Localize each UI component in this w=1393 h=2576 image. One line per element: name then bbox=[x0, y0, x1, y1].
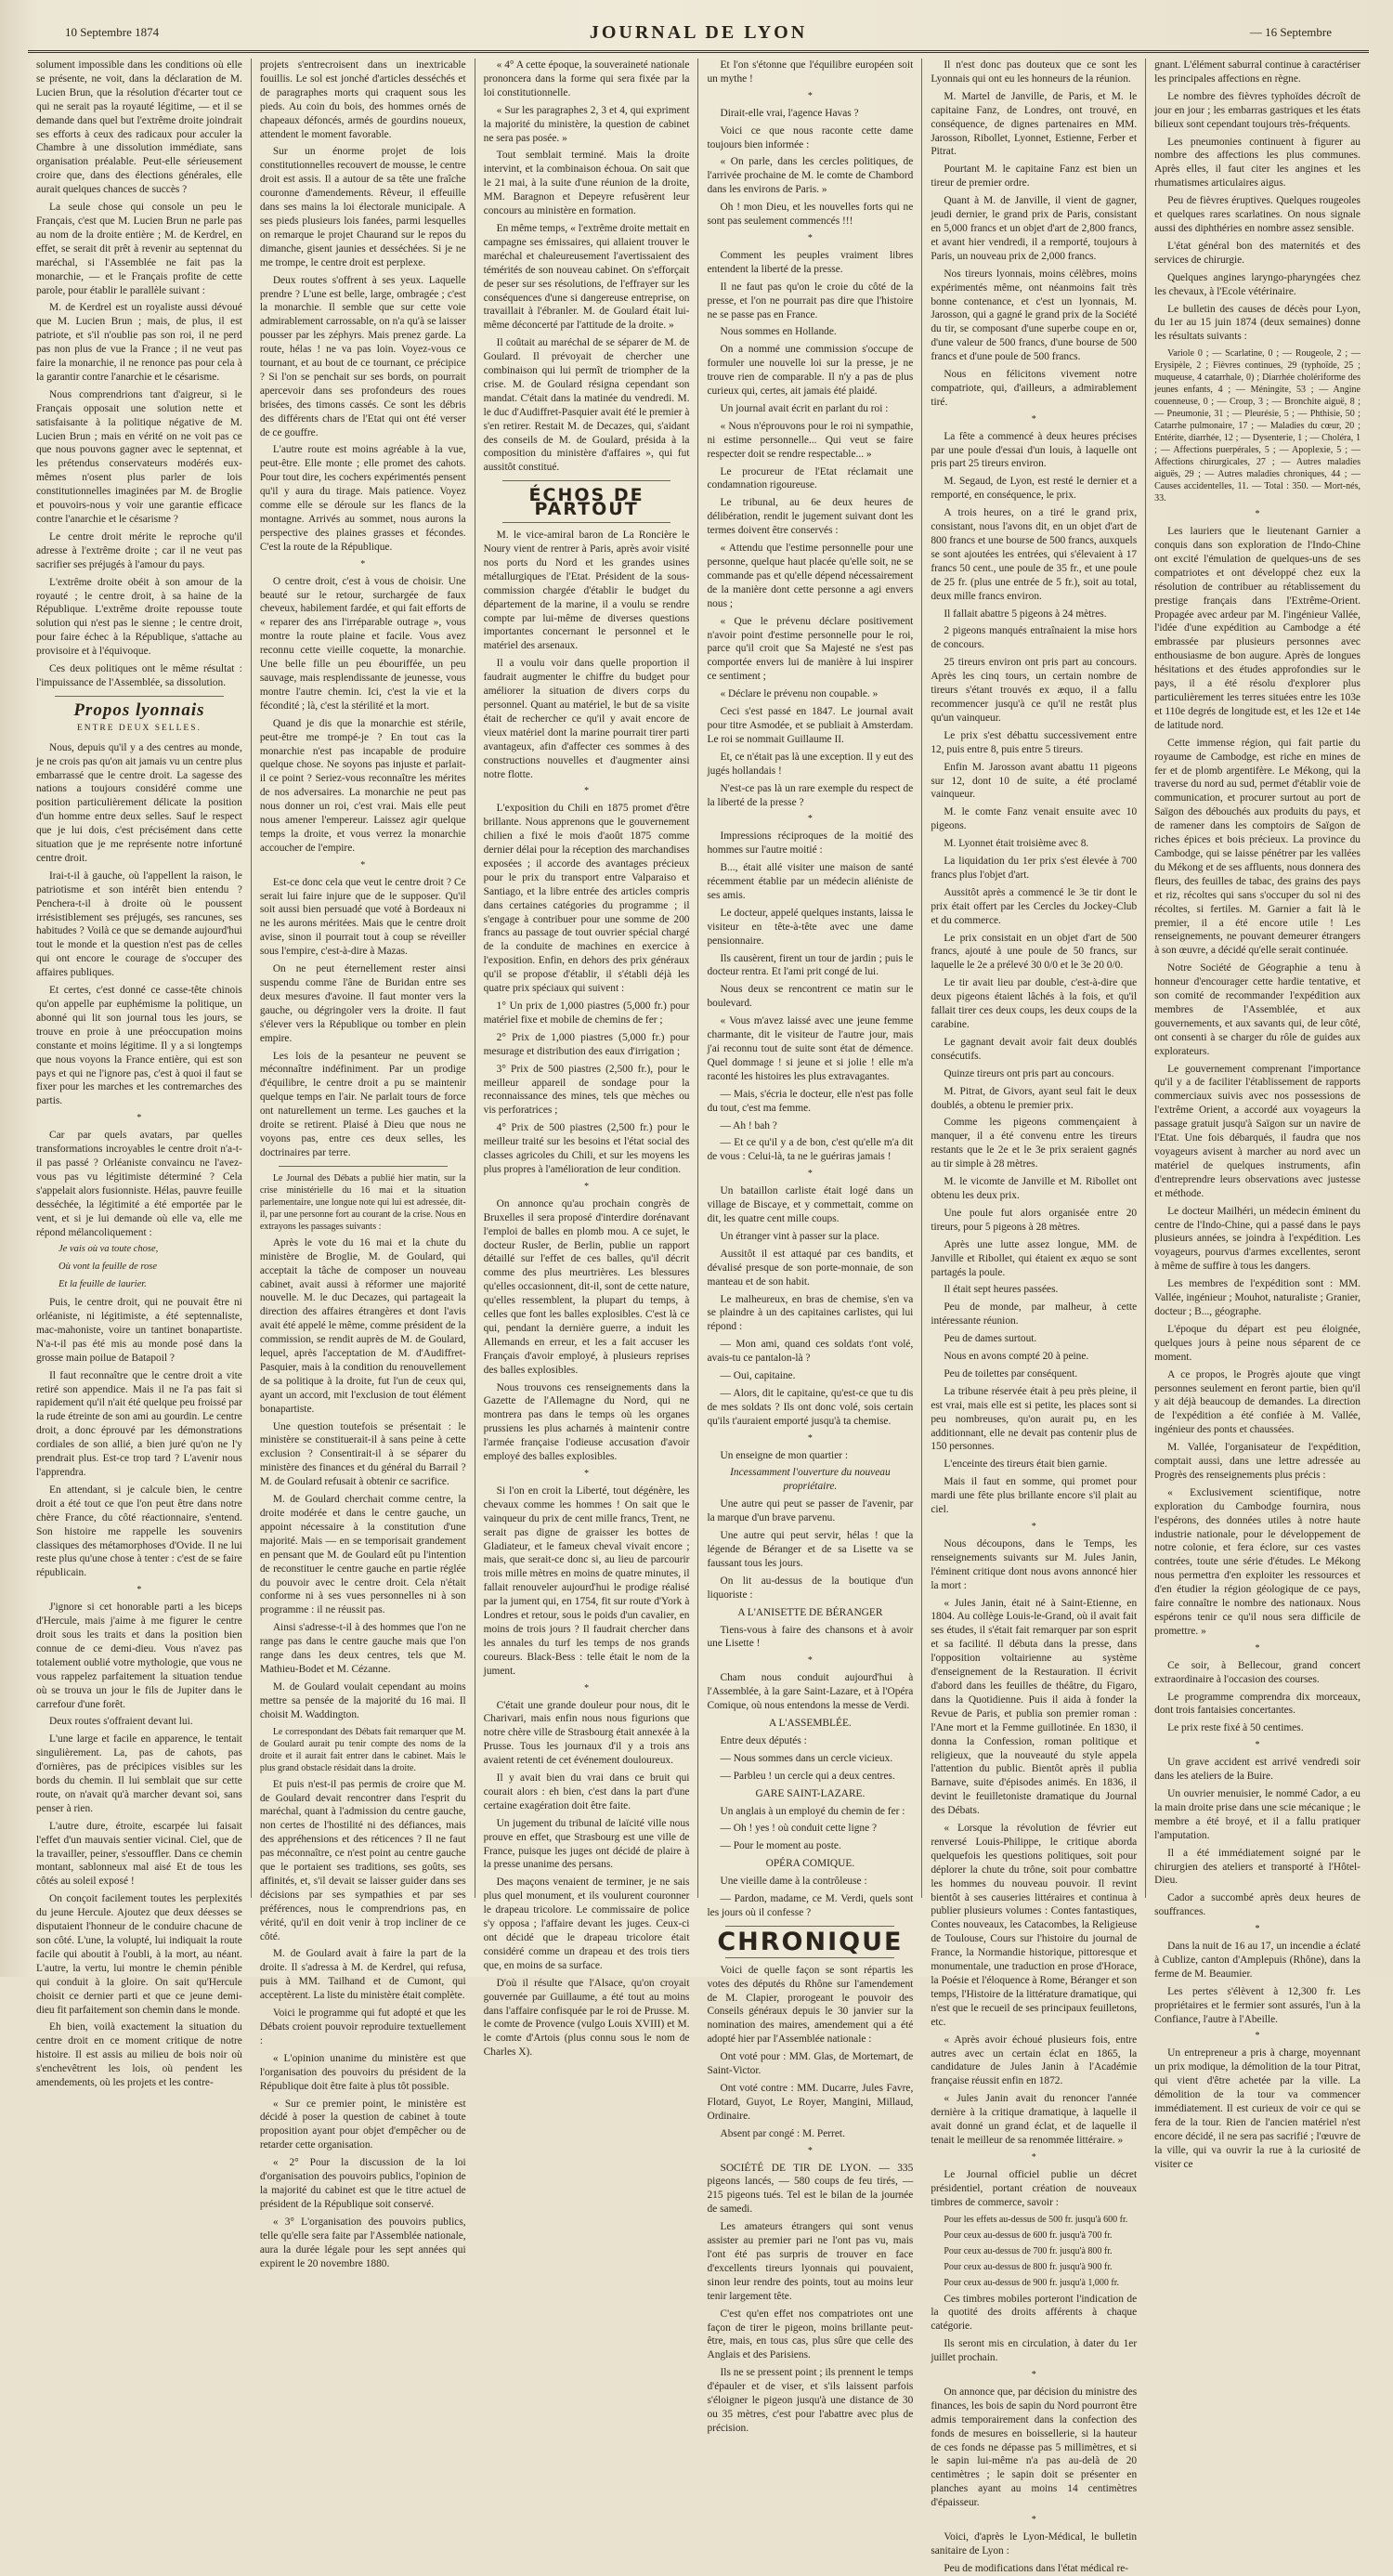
divider bbox=[55, 696, 224, 697]
paragraph: Puis, le centre droit, qui ne pouvait être ni orléaniste, ni légitimiste, a été septennaliste, mac-mahoniste, voire un tantinet bonapartiste. N'a-t-il pas été mis au monde posé dans la grosse main poilue de Batapoil ? bbox=[36, 1297, 242, 1364]
paragraph: C'était une grande douleur pour nous, dit le Charivari, mais enfin nous nous figurions que notre chère ville de Strasbourg était annexée à la Prusse. Tous les journaux d'il y a trois ans avaient retenti de cet événement douloureux. bbox=[483, 1699, 690, 1767]
paragraph: Aussitôt il est attaqué par ces bandits, et dévalisé presque de son porte-monnaie, de son manteau et de son habit. bbox=[707, 1248, 914, 1288]
paragraph: projets s'entrecroisent dans un inextricable fouillis. Le sol est jonché d'articles desséchés et de paragraphes morts qui craquent sous les pieds. Au coin du bois, des hommes ornés de chapeaux défoncés, armés de gourdins noueux, attendent le moment favorable. bbox=[259, 59, 466, 140]
separator-star: * bbox=[1255, 2031, 1260, 2042]
paragraph: En même temps, « l'extrême droite mettait en campagne ses émissaires, qui allaient trouver le maréchal et chaleureusement l'avertissaient des témérités de son nouveau cabinet. On s'efforçait de peser sur ses résolutions, de l'effrayer sur les conséquences d'une si dangereuse entreprise, on travaillait à l'ébranler. M. de Goulard était lui-même déconcerté par l'attitude de la droite. » bbox=[483, 222, 690, 332]
separator-star: * bbox=[1031, 413, 1036, 425]
paragraph: 4° Prix de 500 piastres (2,500 fr.) pour le meilleur traité sur les besoins et l'état social des classes agricoles du Chili, et sur les moyens les plus propres à l'amélioration de leur condition. bbox=[483, 1122, 690, 1175]
paragraph: Le docteur, appelé quelques instants, laissa le visiteur en tête-à-tête avec une dame pensionnaire. bbox=[707, 907, 914, 947]
paragraph: Le Journal officiel publie un décret présidentiel, portant création de nouveaux timbres de commerce, savoir : bbox=[931, 2168, 1138, 2208]
paragraph: Le docteur Mailhéri, un médecin éminent du centre de l'Indo-Chine, qui a passé dans le pays plusieurs années, se joindra à l'expédition. Les voyageurs, pourvus d'armes excellentes, seront à même de suffire à tous les dangers. bbox=[1154, 1205, 1360, 1273]
paragraph: « Lorsque la révolution de février eut renversé Louis-Philippe, le critique aborda quelquefois les questions politiques, soit pour déplorer la chute du trône, soit pour combattre les hommes du nouveau pouvoir. Il revint bientôt à ses causeries littéraires et continua à publier plusieurs volumes : Contes fantastiques, Contes nouveaux, les Catacombes, la Religieuse de Toulouse, Cours sur l'histoire du journal de France, la Normandie historique, pittoresque et monumentale, une traduction en prose d'Horace, la Poésie et l'éloquence à Rome, Béranger et son temps, l'Histoire de la littérature dramatique, qui n'est que le recueil de ses principaux feuilletons, etc. bbox=[931, 1823, 1138, 2028]
paragraph: Ces timbres mobiles porteront l'indication de la quotité des droits afférents à chaque catégorie. bbox=[931, 2293, 1138, 2333]
separator-star: * bbox=[807, 232, 813, 243]
paragraph: Les lauriers que le lieutenant Garnier a conquis dans son exploration de l'Indo-Chine ont excité l'émulation de quelques-uns de ses compatriotes et ont développé chez eux la résolution de contribuer au rétablissement du prestige français dans l'Extrême-Orient. Propagée avec ardeur par M. l'ingénieur Vallée, l'idée d'une expédition au Cambodge a été embrassée par plusieurs personnes avec enthousiasme de bon augure. Après de longues hésitations et des études approfondies sur le pays, il a été résolu d'explorer plus particulièrement les terres situées entre les 103e et 110e degrés de longitude est, et les 12e et 14e de latitude nord. bbox=[1154, 526, 1360, 731]
paragraph: Quelques angines laryngo-pharyngées chez les chevaux, à l'Ecole vétérinaire. bbox=[1154, 271, 1360, 297]
mortality-table: Variole 0 ; — Scarlatine, 0 ; — Rougeole, 2 ; — Erysipèle, 2 ; Fièvres continues, 29 (typhoïde, 25 ; muqueuse, 4 catarrhale, 0) ; Diarrhée cholériforme des jeunes enfants, 4 ; — Méningite, 53 ; — Angine couenneuse, 0 ; — Croup, 3 ; — Bronchite aiguë, 8 ; — Pneumonie, 31 ; — Pleurésie, 5 ; — Phthisie, 50 ; Catarrhe pulmonaire, 17 ; — Maladies du cœur, 20 ; Entérite, diarrhée, 12 ; — Dysenterie, 1 ; — Choléra, 1 ; — Affections puerpérales, 5 ; — Apoplexie, 5 ; — Affections chirurgicales, 27 ; — Autres maladies aiguës, 29 ; — Autres maladies chroniques, 44 ; — Causes accidentelles, 11. — Total : 350. — Mort-nés, 33. bbox=[1154, 348, 1360, 504]
paragraph: Quinze tireurs ont pris part au concours. bbox=[944, 1067, 1114, 1079]
divider bbox=[725, 1957, 894, 1958]
paragraph: Il a voulu voir dans quelle proportion il faudrait augmenter le chiffre du budget pour améliorer la situation de divers corps du personnel. Quant au matériel, le but de sa visite était de rechercher ce qu'il y avait encore de vieux matériel dont la marine pourrait tirer parti avantageux, afin d'affecter ces sommes à des constructions nouvelles et d'augmenter ainsi notre flotte. bbox=[483, 658, 690, 780]
paragraph: Un étranger vint à passer sur la place. bbox=[720, 1230, 879, 1242]
paragraph: On ne peut éternellement rester ainsi suspendu comme l'âne de Buridan entre ses deux mesures d'avoine. Il faut monter vers la gauche, ou dégringoler vers la droite. Il faut s'élever vers la République ou tomber en plein empire. bbox=[259, 963, 466, 1044]
paragraph: M. de Kerdrel est un royaliste aussi dévoué que M. Lucien Brun ; mais, de plus, il est patriote, et s'il n'oublie pas son roi, il ne perd pas non plus de vue la France ; il ne veut pas faire la monarchie, il ne renonce pas pour cela à la garantir contre l'anarchie et le césarisme. bbox=[36, 302, 242, 383]
separator-star: * bbox=[807, 90, 813, 101]
separator-star: * bbox=[1255, 1924, 1260, 1935]
paragraph: Est-ce donc cela que veut le centre droit ? Ce serait lui faire injure que de le supposer. Qu'il soit aussi bien persuadé que voté à Bordeaux ni ne les aurons méritées. Mais que le centre droit avise, sinon il pourrait tout à coup se réveiller sous l'empire, c'est-à-dire à Mazas. bbox=[259, 876, 466, 958]
paragraph: — Pour le moment au poste. bbox=[720, 1840, 841, 1852]
paragraph: L'époque du départ est peu éloignée, quelques jours à peine nous séparent de ce moment. bbox=[1154, 1323, 1360, 1363]
paragraph: — Mon ami, quand ces soldats t'ont volé, avais-tu ce pantalon-là ? bbox=[707, 1339, 914, 1365]
divider bbox=[279, 1166, 448, 1167]
paragraph: Dirait-elle vrai, l'agence Havas ? bbox=[720, 107, 859, 119]
newspaper-title: JOURNAL DE LYON bbox=[589, 21, 808, 43]
paragraph: Pourtant M. le capitaine Fanz est bien un tireur de premier ordre. bbox=[931, 163, 1138, 190]
paragraph: Tout semblait terminé. Mais la droite intervint, et la combinaison échoua. On sait que le 21 mai, à la suite d'une réunion de la droite, MM. Baragnon et Depeyre refusèrent leur concours au ministère en formation. bbox=[483, 150, 690, 217]
separator-star: * bbox=[584, 786, 590, 797]
paragraph: Voici de quelle façon se sont répartis les votes des députés du Rhône sur l'amendement de M. Clapier, prorogeant le pouvoir des Conseils généraux depuis le 30 janvier sur la nomination des maires, amendement qui a été adopté hier par l'Assemblée nationale : bbox=[707, 1964, 914, 2046]
paragraph: M. Segaud, de Lyon, est resté le dernier et a remporté, en conséquence, le prix. bbox=[931, 476, 1138, 502]
paragraph: Mais il faut en somme, qui promet pour mardi une fête plus brillante encore s'il plait au ciel. bbox=[931, 1476, 1138, 1516]
paragraph: M. Pitrat, de Givors, ayant seul fait le deux doublés, a obtenu le premier prix. bbox=[931, 1085, 1138, 1111]
paragraph: Cador a succombé après deux heures de souffrances. bbox=[1154, 1892, 1360, 1918]
paragraph: Peu de fièvres éruptives. Quelques rougeoles et quelques rares scarlatines. On nous signale aussi des diphthéries en nombre assez sensible. bbox=[1154, 195, 1360, 234]
paragraph: Un enseigne de mon quartier : bbox=[720, 1449, 849, 1461]
paragraph: Ce soir, à Bellecour, grand concert extraordinaire à l'occasion des courses. bbox=[1154, 1659, 1360, 1685]
paragraph: M. le vice-amiral baron de La Roncière le Noury vient de rentrer à Paris, après avoir visité nos ports du Nord et les grandes usines métallurgiques de l'Etat. Président de la sous-commission chargée d'établir le budget du département de la marine, il a voulu se rendre compte par lui-même de diverses questions importantes concernant le personnel et le matériel des arsenaux. bbox=[483, 530, 690, 652]
paragraph: Comment les peuples vraiment libres entendent la liberté de la presse. bbox=[707, 249, 914, 275]
paragraph: M. de Goulard cherchait comme centre, la droite modérée et dans le centre gauche, un appoint nécessaire à la constitution d'une majorité. Mais — en se temporisait grandement en pensant que M. de Goulard eût pu l'intention de reconstituer le centre gauche en partie réglée du pouvoir avec le centre droit. Cela n'était conforme ni à ses vues personnelles ni à son programme : il ne réussit pas. bbox=[259, 1494, 466, 1616]
paragraph: Ont voté contre : MM. Ducarre, Jules Favre, Flotard, Guyot, Le Royer, Mangini, Millaud, Ordinaire. bbox=[707, 2083, 914, 2122]
paragraph: Un jugement du tribunal de laïcité ville nous prouve en effet, que Strasbourg est une ville de France, puisque les juges ont décidé de plaire à la presse unanime des persans. bbox=[483, 1817, 690, 1871]
paragraph: Ceci s'est passé en 1847. Le journal avait pour titre Asmodée, et se publiait à Amsterdam. Le roi se nommait Guillaume II. bbox=[707, 706, 914, 745]
paragraph: Un grave accident est arrivé vendredi soir dans les ateliers de la Buire. bbox=[1154, 1757, 1360, 1783]
paragraph: O centre droit, c'est à vous de choisir. Une beauté sur le retour, surchargée de faux cheveux, habilement fardée, et qui fait efforts de « reparer des ans l'irréparable outrage », vous montre la route plaine et facile. Vous avez reconnu cette vieille coquette, la monarchie. Une belle fille un peu ébouriffée, un peu sauvage, mais resplendissante de jeunesse, vous montre l'autre chemin. Ici, c'est la vie et la fécondité ; là, c'est la stérilité et la mort. bbox=[259, 575, 466, 712]
paragraph: La fête a commencé à deux heures précises par une poule d'essai d'un louis, à laquelle ont pris part 25 tireurs environ. bbox=[931, 430, 1138, 470]
column-6 bbox=[1146, 59, 1369, 2170]
separator-star: * bbox=[807, 1432, 813, 1444]
paragraph: Le gouvernement comprenant l'importance qu'il y a de faciliter l'établissement de rapports commerciaux suivis avec nos possessions de l'extrême Orient, a accordé aux voyageurs la passage gratuit jusqu'à Saïgon sur un navire de l'Etat. Une fois débarqués, il faudra que nos voyageurs avisent à marcher au nord avec un matériel de quelques instruments, afin d'entreprendre leurs observations avec justesse et méthode. bbox=[1154, 1063, 1360, 1199]
separator-star: * bbox=[807, 1655, 813, 1667]
subheading: GARE SAINT-LAZARE. bbox=[755, 1787, 866, 1799]
paragraph: — Pardon, madame, ce M. Verdi, quels sont les jours où il confesse ? bbox=[707, 1893, 914, 1918]
paragraph: Les amateurs étrangers qui sont venus assister au premier pari ne l'ont pas vu, mais l'ont été pas surpris de trouver en face d'excellents tireurs lyonnais qui pouvaient, sinon leur rendre des points, tout au moins leur tenir largement tête. bbox=[707, 2221, 914, 2302]
paragraph: Une autre qui peut se passer de l'avenir, par la marque d'un brave parvenu. bbox=[707, 1498, 914, 1524]
paragraph: N'est-ce pas là un rare exemple du respect de la liberté de la presse ? bbox=[707, 782, 914, 808]
separator-star: * bbox=[1255, 1642, 1260, 1654]
divider bbox=[502, 480, 671, 481]
paragraph: — Et ce qu'il y a de bon, c'est qu'elle m'a dit de vous : Celui-là, ta ne le guériras jamais ! bbox=[707, 1137, 914, 1163]
paragraph: Quand je dis que la monarchie est stérile, peut-être me trompé-je ? En tout cas la monarchie n'est pas incapable de produire quelque chose. Ne soyons pas injuste et parlait-il ce point ? Seriez-vous reconnaître les mérites de nos adversaires. La monarchie ne peut pas nous donner un roi, c'est vrai. Mais elle peut nous amener l'empereur. Laissez agir quelque temps la droite, et vous verrez la monarchie accoucher de l'empire. bbox=[259, 717, 466, 854]
paragraph: Nous comprendrions tant d'aigreur, si le Français opposait une solution nette et satisfaisante à la politique négative de M. Lucien Brun ; mais en vérité on ne voit pas ce que nous pouvons gagner avec le septennat, et les prétendus conservateurs modérés eux-mêmes n'osent plus parler de lois constitutionnelles imaginées par M. de Broglie et pouvoirs-nous y voir une garantie efficace contre l'anarchie et le césarisme ? bbox=[36, 388, 242, 525]
paragraph: Oh ! mon Dieu, et les nouvelles forts qui ne sont pas seulement commencés !!! bbox=[707, 202, 914, 228]
stamp-rate-line: Pour ceux au-dessus de 800 fr. jusqu'à 900 fr. bbox=[944, 2261, 1113, 2272]
paragraph: Le gagnant devait avoir fait deux doublés consécutifs. bbox=[931, 1036, 1138, 1062]
paragraph: M. le vicomte de Janville et M. Ribollet ont obtenu les deux prix. bbox=[931, 1176, 1138, 1201]
shop-sign: Incessamment l'ouverture du nouveau propriétaire. bbox=[730, 1467, 891, 1493]
paragraph: Ainsi s'adresse-t-il à des hommes que l'on ne range pas dans le centre gauche mais que l'on range dans les deux centres, tels que M. Mathieu-Bodet et M. Cézanne. bbox=[259, 1622, 466, 1675]
paragraph: Quant à M. de Janville, il vient de gagner, jeudi dernier, le grand prix de Paris, consistant en 5,000 francs et un objet d'art de 2,800 francs, et avant hier vendredi, il a remporté, toujours à Paris, un nouveau prix de 2,000 francs. bbox=[931, 195, 1138, 262]
paragraph: C'est qu'en effet nos compatriotes ont une façon de tirer le pigeon, moins brillante peut-être, mais, en tous cas, plus sûre que celle des Anglais et des Parisiens. bbox=[707, 2308, 914, 2361]
paragraph: Il a été immédiatement soigné par le chirurgien des ateliers et transporté à l'Hôtel-Dieu. bbox=[1154, 1847, 1360, 1887]
paragraph: B..., était allé visiter une maison de santé récemment établie par un médecin aliéniste de ses amis. bbox=[707, 862, 914, 901]
section-title-chronique: CHRONIQUE bbox=[717, 1927, 904, 1956]
paragraph: gnant. L'élément saburral continue à caractériser les principales affections en règne. bbox=[1154, 59, 1360, 85]
paragraph: L'autre route est moins agréable à la vue, peut-être. Elle monte ; elle promet des cahots. Pour tout dire, les cochers expérimentés pensent qu'il y aura du tirage. Mais patience. Voyez comme elle se déroule sur les flancs de la montagne. Arrivés au sommet, nous aurons la perspective des plaines grasses et fécondes. C'est la route de la République. bbox=[259, 444, 466, 553]
paragraph: « Sur les paragraphes 2, 3 et 4, qui expriment la majorité du ministère, la question de cabinet ne sera pas posée. » bbox=[483, 104, 690, 144]
paragraph: — Oui, capitaine. bbox=[720, 1370, 796, 1382]
column-2 bbox=[252, 59, 475, 2269]
paragraph: D'où il résulte que l'Alsace, qu'on croyait gouvernée par Guillaume, a été tout au moins dans l'affaire confisquée par le roi de Prusse. M. le comte de Provence (vulgo Louis XVIII) et M. le comte d'Artois (plus connu sous le nom de Charles X). bbox=[483, 1977, 690, 2059]
paragraph: M. le comte Fanz venait ensuite avec 10 pigeons. bbox=[931, 806, 1138, 832]
paragraph: Le tribunal, au 6e deux heures de délibération, rendit le jugement suivant dont les termes doivent être conservés : bbox=[707, 497, 914, 537]
separator-star: * bbox=[584, 1682, 590, 1693]
paragraph: — Oh ! yes ! où conduit cette ligne ? bbox=[720, 1823, 878, 1835]
paragraph: En attendant, si je calcule bien, le centre droit a été tout ce que l'on peut être dans notre chère France, du côté réactionnaire, s'entend. Son histoire me rappelle les souvenirs classiques des métamorphoses d'Ovide. Il ne lui reste plus qu'une chose à tenter : c'est de se faire républicain. bbox=[36, 1484, 242, 1579]
paragraph: 1° Un prix de 1,000 piastres (5,000 fr.) pour matériel fixe et mobile de chemins de fer ; bbox=[483, 1000, 690, 1026]
separator-star: * bbox=[1031, 2151, 1036, 2163]
paragraph: Une autre qui peut servir, hélas ! que la légende de Béranger et de sa Lisette va se faussant tous les jours. bbox=[707, 1530, 914, 1569]
paragraph: Le procureur de l'Etat réclamait une condamnation rigoureuse. bbox=[707, 465, 914, 491]
separator-star: * bbox=[360, 558, 366, 569]
paragraph: — Alors, dit le capitaine, qu'est-ce que tu dis de mes soldats ? Ils ont donc volé, sois certain qu'ils t'auraient emporté jusqu'à ta chemise. bbox=[707, 1387, 914, 1427]
separator-star: * bbox=[360, 859, 366, 870]
paragraph: A ce propos, le Progrès ajoute que vingt personnes seulement en feront partie, bien qu'il y ait déjà beaucoup de demandes. La direction de l'expédition a été confiée à M. Vallée, ingénieur des ponts et chaussées. bbox=[1154, 1368, 1360, 1436]
paragraph: On lit au-dessus de la boutique d'un liquoriste : bbox=[707, 1575, 914, 1601]
paragraph: Le malheureux, en bras de chemise, s'en va se plaindre à un des capitaines carlistes, qui lui répond : bbox=[707, 1293, 914, 1333]
paragraph: Un ouvrier menuisier, le nommé Cador, a eu la main droite prise dans une scie mécanique ; le membre a été broyé, et il a fallu pratiquer l'amputation. bbox=[1154, 1787, 1360, 1841]
paragraph: M. Martel de Janville, de Paris, et M. le capitaine Fanz, de Londres, ont trouvé, en conséquence, de dignes partenaires en MM. Jarosson, Ribollet, Lyonnet, Estienne, Ferber et Pitrat. bbox=[931, 90, 1138, 158]
masthead bbox=[28, 17, 1369, 48]
paragraph: « Sur ce premier point, le ministère est décidé à poser la question de cabinet à toute proposition ayant pour objet d'empêcher ou de retarder cette organisation. bbox=[259, 2098, 466, 2151]
paragraph: « Nous n'éprouvons pour le roi ni sympathie, ni estime personnelle... Qui veut se faire respecter doit se rendre respectable... » bbox=[707, 420, 914, 460]
paragraph: Le prix consistait en un objet d'art de 500 francs, ajouté à une poule de 50 francs, sur laquelle le 2e a prélevé 30 0/0 et le 3e 20 0/0. bbox=[931, 932, 1138, 972]
paragraph: « Attendu que l'estime personnelle pour une personne, quelque haut placée qu'elle soit, ne se commande pas et qu'elle dépend nécessairement de la manière dont cette personne a agi envers nous ; bbox=[707, 543, 914, 609]
paragraph: J'ignore si cet honorable parti a les biceps d'Hercule, mais j'aime à me figurer le centre droit sous les traits et dans la position bien connue de ce demi-dieu. Vous n'avez pas totalement oublié votre mythologie, que vous ne vous rappelez parfaitement la situation tendue où se trouva un jour le fils de Jupiter dans le carrefour d'une forêt. bbox=[36, 1602, 242, 1710]
paragraph: Et l'on s'étonne que l'équilibre européen soit un mythe ! bbox=[707, 59, 914, 85]
masthead-date-right: — 16 Septembre bbox=[1249, 25, 1332, 39]
divider bbox=[725, 1926, 894, 1927]
paragraph: Une vieille dame à la contrôleuse : bbox=[720, 1876, 867, 1888]
paragraph: Les membres de l'expédition sont : MM. Vallée, ingénieur ; Mouhot, naturaliste ; Granier, docteur ; B..., géographe. bbox=[1154, 1278, 1360, 1317]
paragraph: « Vous m'avez laissé avec une jeune femme charmante, dit le visiteur de l'autre jour, mais j'ai reconnu tout de suite sont état de démence. Quel dommage ! si jeune et si jolie ! elle m'a raconté les histoires les plus extravagantes. bbox=[707, 1015, 914, 1082]
separator-star: * bbox=[137, 1585, 142, 1596]
separator-star: * bbox=[1031, 1522, 1036, 1532]
separator-star: * bbox=[807, 2145, 813, 2156]
paragraph: Nous en félicitons vivement notre compatriote, qui, d'ailleurs, a admirablement tiré. bbox=[931, 369, 1138, 408]
paragraph-note: Le correspondant des Débats fait remarquer que M. de Goulard aurait pu tenir compte des noms de la droite et il aurait fait entrer dans le cabinet. Mais le plus grand obstacle résidait dans la droite. bbox=[259, 1726, 466, 1773]
paragraph: Ont voté pour : MM. Glas, de Mortemart, de Saint-Victor. bbox=[707, 2051, 914, 2077]
paragraph: — Parbleu ! un cercle qui a deux centres. bbox=[720, 1770, 895, 1782]
paragraph: Sur un énorme projet de lois constitutionnelles recouvert de mousse, le centre droit est assis. Il a autour de sa tête une fraîche couronne d'amendements. Rêveur, il effeuille dans ses mains la loi électorale municipale. A ses pieds plusieurs lois fanées, parmi lesquelles on remarque le projet Chaurand sur le repos du dimanche, gisent jaunies et desséchées. Si je ne me trompe, le centre droit est perplexe. bbox=[259, 146, 466, 268]
paragraph: Aussitôt après a commencé le 3e tir dont le prix était offert par les Cercles du Jockey-Club et du commerce. bbox=[931, 886, 1138, 926]
paragraph: Il était sept heures passées. bbox=[944, 1284, 1059, 1296]
paragraph: Un entrepreneur a pris à charge, moyennant un prix modique, la démolition de la tour Pitrat, qui vient d'être achetée par la ville. La démolition de la tour va commencer immédiatement. Il est curieux de voir ce qui se fera de la tour. Rien de l'ancien matériel n'est encore décidé, il ne sera pas sacrifié ; l'œuvre de la ville, qui va ouvrir la rue à la curiosité de visiter ce bbox=[1154, 2047, 1360, 2170]
paragraph: Deux routes s'offrent à ses yeux. Laquelle prendre ? L'une est belle, large, ombragée ; c'est la monarchie. Il semble que sur cette voie admirablement carrossable, on n'a qu'à se laisser pousser par les zéphyrs. Mais prenez garde. La route, hélas ! ne va pas loin. Voyez-vous ce tournant, et au bout de ce tournant, ce précipice ? Si l'on se penchait sur ses bords, on pourrait apercevoir dans ses profondeurs des roues brisées, des timons cassés. Ce sont les débris des différents chars de l'Etat qui ont été verser de ce gouffre. bbox=[259, 274, 466, 438]
paragraph: Ils causèrent, firent un tour de jardin ; puis le docteur rentra. Et l'ami prit congé de lui. bbox=[707, 952, 914, 978]
paragraph: « 2° Pour la discussion de la loi d'organisation des pouvoirs publics, l'opinion de la majorité du cabinet est que le titre actuel de président de la République soit conservé. bbox=[259, 2157, 466, 2210]
separator-star: * bbox=[807, 1169, 813, 1180]
paragraph: « L'opinion unanime du ministère est que l'organisation des pouvoirs du président de la République doit être faite à plus tôt possible. bbox=[259, 2052, 466, 2092]
paragraph: M. de Goulard avait à faire la part de la droite. Il s'adressa à M. de Kerdrel, qui refusa, puis à MM. Tailhand et de Cumont, qui acceptèrent. La liste du ministère était complète. bbox=[259, 1948, 466, 2002]
paragraph: « 3° L'organisation des pouvoirs publics, telle qu'elle sera faite par l'Assemblée nationale, aura la durée légale pour les sept années qui expirent le 20 novembre 1880. bbox=[259, 2216, 466, 2269]
paragraph: Les pertes s'élèvent à 12,300 fr. Les propriétaires et le fermier sont assurés, l'un à la Confiance, l'autre à l'Abeille. bbox=[1154, 1985, 1360, 2025]
paragraph: 25 tireurs environ ont pris part au concours. Après les cinq tours, un certain nombre de tireurs s'étant trouvés ex æquo, il a fallu recommencer jusqu'à ce qu'il ne restât plus qu'un vainqueur. bbox=[931, 657, 1138, 724]
paragraph: « Que le prévenu déclare positivement n'avoir point d'estime personnelle pour le roi, parce qu'il croit que Sa Majesté ne s'est pas comportée envers lui de manière à lui inspirer ce sentiment ; bbox=[707, 615, 914, 683]
column-1 bbox=[28, 59, 252, 2089]
paragraph: L'extrême droite obéit à son amour de la royauté ; le centre droit, à sa haine de la République. L'extrême droite repousse toute solution qui n'est pas le sienne ; le centre droit, pour faire échec à la République, s'attache au provisoire et à l'équivoque. bbox=[36, 576, 242, 658]
paragraph: Eh bien, voilà exactement la situation du centre droit en ce moment critique de notre histoire. Il est assis au milieu de bois noir où s'enchevêtrent les lois, où pendent les amendements, où les projets et les contre- bbox=[36, 2021, 242, 2089]
paragraph: — Mais, s'écria le docteur, elle n'est pas folle du tout, c'est ma femme. bbox=[707, 1088, 914, 1114]
paragraph: Nous découpons, dans le Temps, les renseignements suivants sur M. Jules Janin, l'éminent critique dont nous avons annoncé hier la mort : bbox=[931, 1537, 1138, 1591]
paragraph: Il faut reconnaître que le centre droit a vite retiré son appendice. Mais il ne l'a pas fait si rapidement qu'il n'ait été quelque peu froissé par la rude étreinte de son ami au gourdin. Le centre droit, a donc éprouvé par les démonstrations cordiales de son allié, a bien juré qu'on ne l'y prendrait plus. Est-ce trop tard ? L'avenir nous l'apprendra. bbox=[36, 1369, 242, 1478]
paragraph: Le bulletin des causes de décès pour Lyon, du 1er au 15 juin 1874 (deux semaines) donne les résultats suivants : bbox=[1154, 303, 1360, 343]
paragraph: Voici ce que nous raconte cette dame toujours bien informée : bbox=[707, 124, 914, 150]
paragraph: Enfin M. Jarosson avant abattu 11 pigeons sur 12, dont 10 de suite, a été proclamé vainqueur. bbox=[931, 761, 1138, 801]
paragraph: Après une lutte assez longue, MM. de Janville et Ribollet, qui étaient ex æquo se sont partagés la poule. bbox=[931, 1238, 1138, 1278]
paragraph: solument impossible dans les conditions où elle se présente, ne voit, dans la déclaration de M. Lucien Brun, que la résolution d'écarter tout ce qui ne serait pas la royauté légitime, — et il se demande dans quel but l'extrême droite joindrait ses efforts à ceux des radicaux pour acculer la Chambre à une dissolution immédiate, sans organisation préalable. Peut-elle sérieusement croire que, dans des élections générales, elle aurait quelques chances de succès ? bbox=[36, 59, 242, 196]
subheading: OPÉRA COMIQUE. bbox=[765, 1858, 855, 1870]
paragraph: L'autre dure, étroite, escarpée lui faisait l'effet d'un mauvais sentier vicinal. Ciel, que de la travailler, peiner, s'essouffler. Dans ce chemin montant, sablonneux mal aisé Et de tous les côtés au soleil exposé ! bbox=[36, 1820, 242, 1888]
paragraph: — Ah ! bah ? bbox=[720, 1119, 777, 1131]
paragraph: Si l'on en croit la Liberté, tout dégénère, les chevaux comme les hommes ! On sait que le vainqueur du prix de cent mille francs, Trent, ne serait pas digne de graisser les bottes de Gladiateur, et le fameux cheval vivait encore ; mais, que serait-ce donc si, au lieu de parcourir trois mille mètres en moins de quatre minutes, il fallait renouveler aujourd'hui le prodige réalisé par la jument qui, en 1754, fit sur route d'York à Londres et retour, sous le poids d'un cavalier, en moins de trois jours ? Il faudrait chercher dans les annales du turf les temps de nos grands coureurs. Black-Bess : telle était le nom de la jument. bbox=[483, 1484, 690, 1677]
paragraph: Nous sommes en Hollande. bbox=[720, 326, 837, 338]
section-title-echos-de-partout: ÉCHOS DE PARTOUT bbox=[528, 485, 644, 520]
paragraph: M. de Goulard voulait cependant au moins mettre sa pensée de la majorité du 16 mai. Il choisit M. Waddington. bbox=[259, 1680, 466, 1720]
paragraph: Nos tireurs lyonnais, moins célèbres, moins expérimentés même, ont néanmoins fait très bonne contenance, et c'est un lyonnais, M. Jarosson, qui a gagné le grand prix de la Société du tir, se composant d'une superbe coupe en or, d'une valeur de 500 francs, d'une bourse de 500 francs et d'une poule de 500 francs. bbox=[931, 268, 1138, 363]
paragraph: Il y avait bien du vrai dans ce bruit qui courait alors : eh bien, c'est dans la part d'une certaine exagération doit être faite. bbox=[483, 1772, 690, 1811]
paragraph: « Après avoir échoué plusieurs fois, entre autres avec un certain éclat en 1865, la candidature de Jules Janin à l'Académie française réussit enfin en 1872. bbox=[931, 2033, 1138, 2087]
paragraph: Une question toutefois se présentait : le ministère se constituerait-il à sans peine à cette exclusion ? Consentirait-il à se séparer du ministère des finances et du général du Barrail ? M. de Goulard refusait à obtenir ce sacrifice. bbox=[259, 1420, 466, 1488]
paragraph: « Déclare le prévenu non coupable. » bbox=[720, 688, 879, 700]
masthead-rule bbox=[28, 50, 1369, 53]
paragraph: Il n'est donc pas douteux que ce sont les Lyonnais qui ont eu les honneurs de la réunion. bbox=[931, 59, 1138, 85]
paragraph: Et puis n'est-il pas permis de croire que M. de Goulard devait rencontrer dans l'esprit du maréchal, quant à l'admission du centre gauche, non certes de l'hostilité ni des défiances, mais des appréhensions et des réticences ? Il ne faut pas méconnaître, ce n'est point au centre gauche que le portaient ses traditions, ses goûts, ses affinités, et, s'il devait se laisser guider dans ses décisions par ses sympathies et par ses préférences, nous le comprendrions pas, en vérité, qu'il en doit venir à trop incliner de ce côté. bbox=[259, 1778, 466, 1942]
paragraph: Nous, depuis qu'il y a des centres au monde, je ne crois pas qu'on ait jamais vu un centre plus embarrassé que le centre droit. La sagesse des nations a toujours considéré comme une position particulièrement délicate la position d'un homme entre deux selles. Sauf le respect que je lui dois, c'est précisément dans cette situation que je me représente notre infortuné centre droit. bbox=[36, 741, 242, 864]
paragraph: Peu de dames surtout. bbox=[944, 1333, 1037, 1345]
paragraph: Les pneumonies continuent à figurer au nombre des affections les plus communes. Après elles, il faut citer les angines et les rhumatismes articulaires aigus. bbox=[1154, 136, 1360, 190]
paragraph: On a nommé une commission s'occupe de formuler une nouvelle loi sur la presse, je ne trouve rien de comparable. Il n'y a pas de plus curieux qui, certes, ait jamais été plaidé. bbox=[707, 344, 914, 398]
paragraph: Impressions réciproques de la moitié des hommes sur l'autre moitié : bbox=[707, 830, 914, 856]
divider bbox=[502, 522, 671, 523]
paragraph: Ils ne se pressent point ; ils prennent le temps d'épauler et de viser, et s'ils laissent parfois s'éloigner le pigeon jusqu'à une distance de 30 ou 35 mètres, c'est pour l'abattre avec plus de précision. bbox=[707, 2367, 914, 2434]
paragraph: 2° Prix de 1,000 piastres (5,000 fr.) pour mesurage et distribution des eaux d'irrigation ; bbox=[483, 1031, 690, 1057]
paragraph: L'une large et facile en apparence, le tentait singulièrement. La, pas de cahots, pas d'ornières, pas de précipices visibles sur les bords du chemin. Il lui semblait que sur cette route, on n'avait qu'à marcher devant soi, sans penser à rien. bbox=[36, 1733, 242, 1814]
paragraph: « Jules Janin, était né à Saint-Etienne, en 1804. Au collège Louis-le-Grand, où il avait fait ses études, il s'était fait remarquer par son esprit et sa facilité. Il débuta dans la presse, dans l'opposition voltairienne au système d'enseignement de la Restauration. Il écrivit d'abord dans les feuilles de théâtre, du Figaro, dans la Quotidienne. Puis il aida à fonder la Revue de Paris, et publia son premier roman : l'Ane mort et la Femme guillotinée. En 1830, il donna la Confession, roman politique et religieux, que la nouveauté du style appela l'attention du public. Bientôt après il publia Barnave, suite d'épisodes animés. En 1836, il devint le feuilletoniste dramatique du Journal des Débats. bbox=[931, 1597, 1138, 1817]
paragraph: Nous trouvons ces renseignements dans la Gazette de l'Allemagne du Nord, qui ne montrera pas dans le temps où les organes prussiens les plus acharnés à maintenir contre l'armée française l'odieuse accusation d'avoir employé des balles explosibles. bbox=[483, 1381, 690, 1463]
paragraph: Le tir avait lieu par double, c'est-à-dire que deux pigeons étaient lâchés à la fois, et qu'il fallait tirer ces deux coups, les deux coups de la carabine. bbox=[931, 977, 1138, 1030]
separator-star: * bbox=[1031, 2515, 1036, 2526]
paragraph: Une poule fut alors organisée entre 20 tireurs, pour 5 pigeons à 28 mètres. bbox=[931, 1207, 1138, 1233]
paragraph: Tiens-vous à faire des chansons et à avoir une Lisette ! bbox=[707, 1624, 914, 1650]
paragraph: 3° Prix de 500 piastres (2,500 fr.), pour le meilleur appareil de sondage pour la reconnaissance des mines, tels que mèches ou vis perforatrices ; bbox=[483, 1063, 690, 1117]
paragraph: Ces deux politiques ont le même résultat : l'impuissance de l'Assemblée, sa dissolution. bbox=[36, 663, 242, 688]
paragraph: L'état général bon des maternités et des services de chirurgie. bbox=[1154, 240, 1360, 266]
paragraph: Notre Société de Géographie a tenu à honneur d'encourager cette hardie tentative, et son comité de recommander l'expédition aux membres de l'Assemblée, et aux gouvernements, et aux savants qui, de leur côté, ont consenti à se charger du rôle de guides aux explorateurs. bbox=[1154, 962, 1360, 1057]
paragraph: Le nombre des fièvres typhoïdes décroît de jour en jour ; les embarras gastriques et les états bilieux sont cependant toujours très-fréquents. bbox=[1154, 90, 1360, 130]
verse-line: Où vont la feuille de rose bbox=[59, 1262, 158, 1273]
stamp-rate-line: Pour ceux au-dessus de 900 fr. jusqu'à 1,000 fr. bbox=[944, 2277, 1120, 2288]
column-4 bbox=[698, 59, 922, 2434]
column-3 bbox=[475, 59, 699, 2059]
paragraph: On annonce que, par décision du ministre des finances, les bois de sapin du Nord pourront être admis temporairement dans la confection des fonds de mesures en boissellerie, si la hauteur de ces fonds ne dépasse pas 5 millimètres, et si le sapin lui-même n'a pas au-delà de 20 centimètres ; le sapin doit se présenter en planches ayant au moins 14 centimètres d'épaisseur. bbox=[931, 2386, 1138, 2509]
paragraph: « 4° A cette époque, la souveraineté nationale prononcera dans la forme qui sera fixée par la loi constitutionnelle. bbox=[483, 59, 690, 98]
paragraph: Comme les pigeons commençaient à manquer, il a été convenu entre les tireurs restants que le 2e et le 3e prix seraient gagnés au tir simple à 28 mètres. bbox=[931, 1117, 1138, 1170]
paragraph: Et certes, c'est donné ce casse-tête chinois qu'on appelle par euphémisme la politique, un abonné qui lit son journal tous les jours, se trouve en proie à une préoccupation moins constante et moins légitime. Il y a si longtemps que nous voyons la France entière, qui est son pays et qui ne l'ignore pas, c'est à quoi il faut se fixer pour les marches et les contremarches des partis. bbox=[36, 985, 242, 1107]
paragraph: Le programme comprendra dix morceaux, dont trois fantaisies concertantes. bbox=[1154, 1691, 1360, 1717]
paragraph: Et, ce n'était pas là une exception. Il y eut des jugés hollandais ! bbox=[707, 751, 914, 777]
paragraph: Le prix reste fixé à 50 centimes. bbox=[1167, 1722, 1304, 1734]
separator-star: * bbox=[1031, 2370, 1036, 2381]
paragraph: Un anglais à un employé du chemin de fer : bbox=[720, 1805, 905, 1817]
paragraph: « Exclusivement scientifique, notre exploration du Cambodge fournira, nous l'espérons, des données utiles à notre haute industrie nationale, pour le développement de notre colonie, et fera éclore, sur ces vastes contrées, toute une série d'études. Le Mékong nous permettra d'en exploiter les ressources et d'en étudier la région géologique de ce pays, faire connaître le nombre des nationaux. Nous espérons tenir ce qu'il nous sera difficile de promettre. » bbox=[1154, 1486, 1360, 1637]
paragraph-intro: Le Journal des Débats a publié hier matin, sur la crise ministérielle du 16 mai et la situation parlementaire, une longue note qui lui est adressée, dit-il, par une personne fort au courant de la crise. Nous en extrayons les passages suivants : bbox=[259, 1172, 466, 1232]
paragraph: M. Lyonnet était troisième avec 8. bbox=[944, 838, 1089, 850]
paragraph: La liquidation du 1er prix s'est élevée à 700 francs plus l'objet d'art. bbox=[931, 856, 1138, 881]
paragraph: Car par quels avatars, par quelles transformations incroyables le centre droit n'a-t-il pas passé ? Orléaniste convaincu ne l'avez-vous pas vu légitimiste déterminé ? Cela s'appelait alors fusionniste. Hélas, pauvre feuille desséchée, la légitimité a été emportée par le vent, et si je lui demande où elle va, elle me répond mélancoliquement : bbox=[36, 1130, 242, 1238]
paragraph: Nous en avons compté 20 à peine. bbox=[944, 1351, 1089, 1363]
paragraph: « On parle, dans les cercles politiques, de l'arrivée prochaine de M. le comte de Chambord dans les environs de Paris. » bbox=[707, 156, 914, 196]
separator-star: * bbox=[807, 814, 813, 825]
paragraph: Cham nous conduit aujourd'hui à l'Assemblée, à la gare Saint-Lazare, et à l'Opéra Comique, où nous entendons la messe de Verdi. bbox=[707, 1672, 914, 1712]
paragraph: Un bataillon carliste était logé dans un village de Biscaye, et y commettait, comme on dit, les quatre cent mille coups. bbox=[707, 1185, 914, 1224]
verse-line: Et la feuille de laurier. bbox=[59, 1279, 147, 1290]
paragraph: 2 pigeons manqués entraînaient la mise hors de concours. bbox=[931, 625, 1138, 651]
section-subtitle: ENTRE DEUX SELLES. bbox=[76, 723, 202, 733]
paragraph: Peu de toilettes par conséquent. bbox=[944, 1367, 1078, 1380]
shop-sign: A L'ANISETTE DE BÉRANGER bbox=[737, 1606, 883, 1618]
separator-star: * bbox=[584, 1181, 590, 1192]
separator-star: * bbox=[1255, 509, 1260, 520]
paragraph: On conçoit facilement toutes les perplexités du jeune Hercule. Ajoutez que deux déesses se disputaient l'honneur de le conduire chacune de son côté. L'une, la volupté, lui indiquait la route facile qui aboutit à l'oubli, à la mort, au néant. L'autre, la vertu, lui montre le chemin pénible qui conduit à la gloire. On sait qu'Hercule choisit ce dernier parti et que ce jeune demi-dieu fit parfaitement son chemin dans le monde. bbox=[36, 1893, 242, 2016]
separator-star: * bbox=[137, 1113, 142, 1124]
paragraph: Il ne faut pas qu'on le croie du côté de la presse, et l'on ne pourrait pas dire que l'histoire ne se passe pas en France. bbox=[707, 281, 914, 320]
paragraph: Ils seront mis en circulation, à dater du 1er juillet prochain. bbox=[931, 2338, 1138, 2364]
verse-line: Je vais où va toute chose, bbox=[59, 1244, 159, 1255]
stamp-rate-line: Pour ceux au-dessus de 600 fr. jusqu'à 700 fr. bbox=[944, 2229, 1113, 2241]
paragraph: Des maçons venaient de terminer, je ne sais plus quel monument, et ils voulurent couronner le drapeau tricolore. Le commissaire de police s'y opposa ; l'affaire devant les juges. Ceux-ci ont décidé que le drapeau tricolore était considéré comme un drapeau et des trois tiers que, en moins de sa surface. bbox=[483, 1876, 690, 1971]
paragraph: L'enceinte des tireurs était bien garnie. bbox=[944, 1458, 1108, 1471]
stamp-rate-line: Pour les effets au-dessus de 500 fr. jusqu'à 600 fr. bbox=[944, 2214, 1128, 2225]
paragraph: Nous deux se rencontrent ce matin sur le boulevard. bbox=[707, 984, 914, 1010]
paragraph: Absent par congé : M. Perret. bbox=[720, 2127, 845, 2139]
paragraph: « Jules Janin avait du renoncer l'année dernière à la critique dramatique, à laquelle il avait donné un grand éclat, et de laquelle il tenait le meilleur de sa renommée littéraire. » bbox=[931, 2093, 1138, 2146]
separator-star: * bbox=[584, 1469, 590, 1479]
paragraph: Entre deux députés : bbox=[720, 1734, 807, 1746]
columns bbox=[28, 59, 1369, 2574]
paragraph: SOCIÉTÉ DE TIR DE LYON. — 335 pigeons lancés, — 580 coups de feu tirés, — 215 pigeons tués. Tel est le bilan de la journée de samedi. bbox=[707, 2162, 914, 2216]
stamp-rate-line: Pour ceux au-dessus de 700 fr. jusqu'à 800 fr. bbox=[944, 2245, 1113, 2256]
paragraph: — Nous sommes dans un cercle vicieux. bbox=[720, 1752, 893, 1764]
section-title-propos-lyonnais: Propos lyonnais bbox=[73, 700, 205, 720]
masthead-date-left: 10 Septembre 1874 bbox=[65, 25, 160, 39]
paragraph: La seule chose qui console un peu le Français, c'est que M. Lucien Brun ne parle pas au nom de la droite entière ; M. de Kerdrel, en effet, se serait dit prêt à revenir au septennat du maréchal, si l'Assemblée ne fait pas la monarchie, — et le Français profite de cette parole, pour établir le parallèle suivant : bbox=[36, 202, 242, 296]
paragraph: Après le vote du 16 mai et la chute du ministère de Broglie, M. de Goulard, qui acceptait la tâche de composer un nouveau cabinet, avait aussi à réformer une majorité nouvelle. M. le duc Decazes, qui partageait la direction des affaires étrangères et dont l'avis avait été appelé le même, comme président de la commission, se rendit auprès de M. de Goulard, lequel, après l'acceptation de M. d'Audiffret-Pasquier, mais à la condition du renouvellement de sa politique à la droite, fut l'un de ceux qui, ayant un accord, mit l'exclusion de tout élément bonapartiste. bbox=[259, 1236, 466, 1415]
paragraph: Peu de modifications dans l'état médical re- bbox=[944, 2562, 1129, 2574]
paragraph: L'exposition du Chili en 1875 promet d'être brillante. Nous apprenons que le gouvernement chilien a fixé le mois d'août 1875 comme dernier délai pour la réception des marchandises exposées ; il accorde des avantages précieux pour le prix du transport entre Valparaiso et Santiago, et la libre entrée des articles compris dans certaines catégories du programme ; il s'engage à contribuer pour une somme de 200 francs au passage de tout ouvrier spécial chargé de la conduite de machines en exercice à l'exposition. Enfin, en dehors des prix généraux qu'il se propose d'établir, il s'établi déjà les quatre prix spéciaux qui suivent : bbox=[483, 803, 690, 995]
paragraph: A trois heures, on a tiré le grand prix, consistant, nous l'avons dit, en un objet d'art de 800 francs et une bourse de 500 francs, auxquels se sont ajoutées les entrées, qui s'élevaient à 17 francs 50 cent., une poule de 35 fr., et une poule de 25 fr. (plus une entrée de 5 fr.), soit au total, deux mille francs environ. bbox=[931, 507, 1138, 602]
paragraph: La tribune réservée était à peu près pleine, il est vrai, mais elle est si petite, les places sont si peu nombreuses, qu'on aurait pu, en les additionnant, elle ne devait pas contenir plus de 150 personnes. bbox=[931, 1385, 1138, 1453]
paragraph: On annonce qu'au prochain congrès de Bruxelles il sera proposé d'interdire dorénavant l'emploi de balles en plomb mou. A ce sujet, le docteur Rusler, de Berlin, publie un rapport détaillé sur l'effet de ces balles, qu'il décrit comme des plus meurtrières. Les blessures qu'elles occasionnent, dit-il, sont de cette nature, qu'elles ressemblent, la plupart du temps, à celles que font les balles explosibles. C'est là ce qui, pendant la dernière guerre, a induit les Allemands en erreur, et les a fait accuser les Français d'avoir employé, à plusieurs reprises des balles explosibles. bbox=[483, 1197, 690, 1376]
paragraph: Les lois de la pesanteur ne peuvent se méconnaître indéfiniment. Par un prodige d'équilibre, le centre droit a pu se maintenir quelque temps en l'air. Ne parlait tours de force ont naturellement un terme. Les gauches et la droite se retirent. Plaisé à Dieu que nous ne voyons pas, entre ces deux selles, les doctrinaires par terre. bbox=[259, 1050, 466, 1158]
paragraph: Voici, d'après le Lyon-Médical, le bulletin sanitaire de Lyon : bbox=[931, 2531, 1138, 2556]
subheading: A L'ASSEMBLÉE. bbox=[769, 1717, 852, 1729]
paragraph: Voici le programme qui fut adopté et que les Débats croient pouvoir reproduire textuellement : bbox=[259, 2007, 466, 2046]
paragraph: Peu de monde, par malheur, à cette intéressante réunion. bbox=[931, 1301, 1138, 1327]
column-5 bbox=[922, 59, 1146, 2574]
separator-star: * bbox=[1255, 1740, 1260, 1751]
paragraph: Dans la nuit de 16 au 17, un incendie a éclaté à Cublize, canton d'Amplepuis (Rhône), dans la ferme de M. Beaumier. bbox=[1154, 1941, 1360, 1980]
paragraph: Un journal avait écrit en parlant du roi : bbox=[720, 402, 889, 414]
paragraph: Le centre droit mérite le reproche qu'il adresse à l'extrême droite ; car il ne veut pas sacrifier ses préjugés à l'amour du pays. bbox=[36, 530, 242, 570]
paragraph: Irai-t-il à gauche, où l'appellent la raison, le patriotisme et son intérêt bien entendu ? Penchera-t-il à droite où le poussent irrésistiblement ses préjugés, ses rancunes, ses habitudes ? Voilà ce que se demande aujourd'hui tout le monde et la question n'est pas de celles qui ont encore le courage de s'occuper des affaires publiques. bbox=[36, 870, 242, 979]
paragraph: Le prix s'est débattu successivement entre 12, puis entre 8, puis entre 5 tireurs. bbox=[931, 729, 1138, 755]
paragraph: M. Vallée, l'organisateur de l'expédition, comptait aussi, dans une lettre adressée au Progrès des renseignements plus précis : bbox=[1154, 1442, 1360, 1481]
paragraph: Il fallait abattre 5 pigeons à 24 mètres. bbox=[944, 608, 1107, 620]
paragraph: Deux routes s'offraient devant lui. bbox=[49, 1716, 193, 1728]
paragraph: Cette immense région, qui fait partie du royaume de Cambodge, est riche en mines de fer et de plomb argentifère. Le Mékong, qui la traverse du nord au sud, permet d'établir voie de communication, et procurer surtout au port de Saïgon des débouchés aux produits du pays, et de ramener dans les comptoirs de Saïgon de riches épices et bois précieux. La province du Cambodge, qui se laisse pénétrer par les vallées du Mékong et de ses affluents, nous donnera des fleurs, des feuilles de tabac, des grains des pays et riz, récoltes qui sans s'occuper du sol ni des récoltes, si fertiles. M. Garnier a fait là le premier, il a été encore utile ! Les renseignements, ne pouvant demeurer étrangers à son œuvre, a décidé qu'elle serait continuée. bbox=[1154, 737, 1360, 957]
paragraph: Il coûtait au maréchal de se séparer de M. de Goulard. Il prévoyait de chercher une combinaison qui lui permît de triompher de la crise. M. de Goulard résigna cependant son mandat. C'était dans la matinée du vendredi. M. le duc d'Audiffret-Pasquier avait été le premier à s'en retirer. Restait M. de Decazes, qui, s'aidant des conseils de M. de Goulard, présida à la composition du ministère d'affaires », qui fut aussitôt constitué. bbox=[483, 337, 690, 474]
